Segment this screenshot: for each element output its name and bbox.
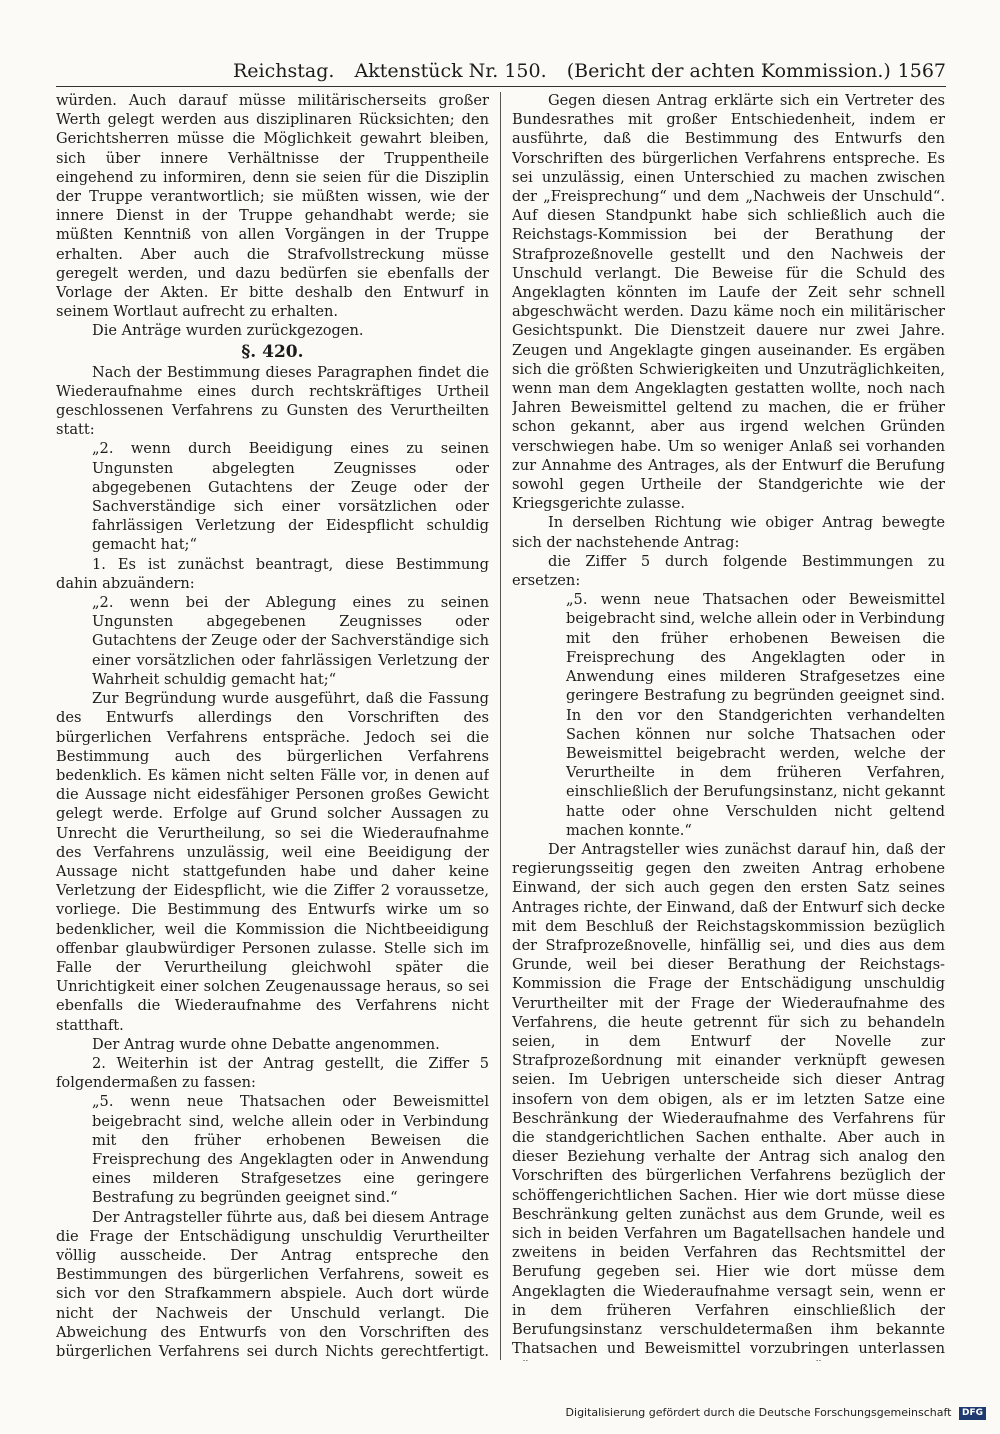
header-subtitle: (Bericht der achten Kommission.) xyxy=(566,60,891,82)
quoted-provision: „2. wenn durch Beeidigung eines zu seinen Ungunsten abgelegten Zeugnisses oder abgegebenen Gutachtens der Zeuge oder der Sachverständige sich einer vorsätzlichen oder fahrlässigen Verletzung der Eidespflicht schuldig gemacht hat;“ xyxy=(92,440,489,554)
paragraph: In derselben Richtung wie obiger Antrag bewegte sich der nachstehende Antrag: xyxy=(512,514,945,551)
paragraph: Nach der Bestimmung dieses Paragraphen findet die Wiederaufnahme eines durch rechtskräftiges Urtheil geschlossenen Verfahrens zu Gunsten des Verurtheilten statt: xyxy=(56,363,489,439)
paragraph: Der Antrag wurde ohne Debatte angenommen. xyxy=(92,1035,440,1053)
left-column xyxy=(56,91,489,1361)
paragraph: Der Antragsteller wies zunächst darauf hin, daß der regierungsseitig gegen den zweiten Antrag erhobene Einwand, der sich auch gegen den ersten Satz seines Antrages richte, der Einwand, daß der Entwurf sich decke mit dem Beschluß der Reichstagskommission bezüglich der Strafprozeßnovelle, hinfällig sei, und dies aus dem Grunde, weil bei dieser Berathung der Reichstags-Kommission die Frage der Entschädigung unschuldig Verurtheilter mit der Frage der Wiederaufnahme des Verfahrens, die heute getrennt für sich zu behandeln seien, in dem Entwurf der Novelle zur Strafprozeßordnung mit einander verknüpft gewesen seien. Im Uebrigen unterscheide sich dieser Antrag insofern von dem obigen, als er im letzten Satze eine Beschränkung der Wiederaufnahme des Verfahrens für die standgerichtlichen Sachen enthalte. Aber auch in dieser Beziehung verhalte der Antrag sich analog den Vorschriften des bürgerlichen Verfahrens bezüglich der schöffengerichtlichen Sachen. Hier wie dort müsse diese Beschränkung gelten zunächst aus dem Grunde, weil es sich in beiden Verfahren um Bagatellsachen handele und zweitens in beiden Verfahren das Rechtsmittel der Berufung gegeben sei. Hier wie dort müsse dem Angeklagten die Wiederaufnahme versagt sein, wenn er in dem früheren Verfahren einschließlich der Berufungsinstanz verschuldetermaßen ihm bekannte Thatsachen und Beweismittel vorzubringen unterlassen xyxy=(512,840,945,1358)
column-divider xyxy=(500,92,501,1360)
quoted-provision: „5. wenn neue Thatsachen oder Beweismittel beigebracht sind, welche allein oder in Verbindung mit den früher erhobenen Beweisen die Freisprechung des Angeklagten oder in Anwendung eines milderen Strafgesetzes eine geringere Bestrafung zu begründen geeignet sind.“ xyxy=(92,1093,489,1207)
dfg-logo: DFG xyxy=(959,1407,986,1420)
header-reichstag: Reichstag. xyxy=(233,60,335,82)
digitization-credit xyxy=(566,1406,986,1420)
paragraph: 2. Weiterhin ist der Antrag gestellt, die Ziffer 5 folgendermaßen zu fassen: xyxy=(56,1054,489,1092)
page-header xyxy=(56,58,946,87)
section-heading: §. 420. xyxy=(241,341,304,362)
right-column xyxy=(512,91,945,1361)
paragraph: Der Antragsteller führte aus, daß bei diesem Antrage die Frage der Entschädigung unschuldig Verurtheilter völlig ausscheide. Der Antrag entspreche den Bestimmungen des bürgerlichen Verfahrens, soweit es sich vor den Strafkammern abspiele. Auch dort würde nicht der Nachweis der Unschuld verlangt. Die Abweichung des Entwurfs von den Vorschriften des bürgerlichen Verfahrens sei durch Nichts gerechtfertigt. xyxy=(56,1208,489,1360)
paragraph: Gegen diesen Antrag erklärte sich ein Vertreter des Bundesrathes mit großer Entschiedenheit, indem er ausführte, daß die Bestimmung des Entwurfs den Vorschriften des bürgerlichen Verfahrens entspreche. Es sei unzulässig, einen Unterschied zu machen zwischen der „Freisprechung“ und dem „Nachweis der Unschuld“. Auf diesen Standpunkt habe sich schließlich auch die Reichstags-Kommission bei der Berathung der Strafprozeßnovelle gestellt und den Nachweis der Unschuld verlangt. Die Beweise für die Schuld des Angeklagten könnten im Laufe der Zeit sehr schnell abgeschwächt werden. Dazu käme noch ein militärischer Gesichtspunkt. Die Dienstzeit dauere nur zwei Jahre. Zeugen und Angeklagte gingen auseinander. Es ergäben sich die größten Schwierigkeiten und Unzuträglichkeiten, wenn man dem Angeklagten gestatten wollte, noch nach Jahren Beweismittel geltend zu machen, die er früher schon gekannt, aber aus irgend welchen Gründen verschwiegen habe. Um so weniger Anlaß sei vorhanden zur Annahme des Antrages, als der Entwurf die Berufung sowohl gegen Urtheile der Standgerichte wie der Kriegsgerichte zulasse. xyxy=(512,92,945,513)
paragraph: 1. Es ist zunächst beantragt, diese Bestimmung dahin abzuändern: xyxy=(56,555,489,592)
running-head xyxy=(226,58,891,84)
paragraph: Die Anträge wurden zurückgezogen. xyxy=(92,322,364,340)
paragraph: die Ziffer 5 durch folgende Bestimmungen zu ersetzen: xyxy=(512,552,945,590)
quoted-provision: „5. wenn neue Thatsachen oder Beweismittel beigebracht sind, welche allein oder in Verbindung mit den früher erhobenen Beweisen die Freisprechung des Angeklagten oder in Anwendung eines milderen Strafgesetzes eine geringere Bestrafung zu begründen geeignet sind. In den vor den Standgerichten verhandelten Sachen können nur solche Thatsachen oder Beweismittel beigebracht werden, welche der Verurtheilte in dem früheren Verfahren, einschließlich der Berufungsinstanz, nicht gekannt hatte oder ohne Verschulden nicht geltend machen konnte.“ xyxy=(566,591,945,839)
paragraph: Zur Begründung wurde ausgeführt, daß die Fassung des Entwurfs allerdings den Vorschriften des bürgerlichen Verfahrens entspräche. Jedoch sei die Bestimmung auch des bürgerlichen Verfahrens bedenklich. Es kämen nicht selten Fälle vor, in denen auf die Aussage nicht eidesfähiger Personen großes Gewicht gelegt werde. Erfolge auf Grund solcher Aussagen zu Unrecht die Verurtheilung, so sei die Wiederaufnahme des Verfahrens unzulässig, weil eine Beeidigung der Aussage nicht stattgefunden habe und daher keine Verletzung der Eidespflicht, wie die Ziffer 2 voraussetze, vorliege. Die Bestimmung des Entwurfs wirke um so bedenklicher, weil die Kommission die Nichtbeeidigung offenbar glaubwürdiger Personen zulasse. Stelle sich im Falle der Verurtheilung gleichwohl später die Unrichtigkeit einer solchen Zeugenaussage heraus, so sei ebenfalls die Wiederaufnahme des Verfahrens nicht statthaft. xyxy=(56,690,489,1034)
footer-text: Digitalisierung gefördert durch die Deutsche Forschungsgemeinschaft xyxy=(565,1406,952,1419)
quoted-provision: „2. wenn bei der Ablegung eines zu seinen Ungunsten abgegebenen Zeugnisses oder Gutachtens der Zeuge oder der Sachverständige sich einer vorsätzlichen oder fahrlässigen Verletzung der Wahrheit schuldig gemacht hat;“ xyxy=(92,594,489,688)
paragraph: würden. Auch darauf müsse militärischerseits großer Werth gelegt werden aus disziplinaren Rücksichten; den Gerichtsherren müsse die Möglichkeit gewahrt bleiben, sich über innere Verhältnisse der Truppentheile eingehend zu informiren, denn sie seien für die Disziplin der Truppe verantwortlich; sie müßten wissen, wie der innere Dienst in der Truppe gehandhabt werde; sie müßten Kenntniß von allen Vorgängen in der Truppe erhalten. Aber auch die Strafvollstreckung müsse geregelt werden, und dazu bedürfen sie ebenfalls der Vorlage der Akten. Er bitte deshalb den Entwurf in seinem Wortlaut aufrecht zu erhalten. xyxy=(56,92,489,321)
header-doc-number: Aktenstück Nr. 150. xyxy=(354,60,547,82)
page-number: 1567 xyxy=(897,60,946,82)
